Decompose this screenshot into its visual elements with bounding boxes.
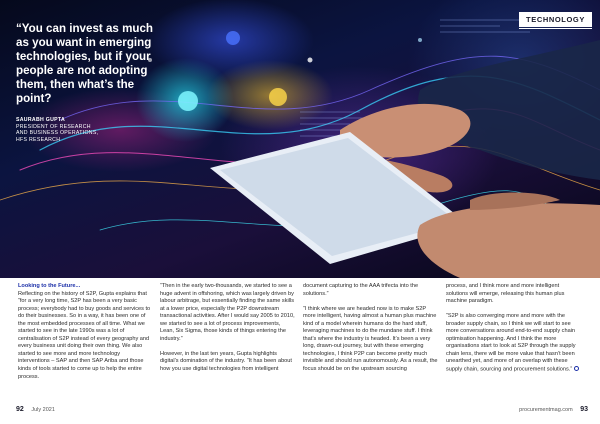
- section-tag-rule: [519, 28, 592, 29]
- page-number-right: 93: [580, 406, 588, 413]
- article-paragraph: However, in the last ten years, Gupta highlights digital’s domination of the industry. “It has been about how you use digital technologies from intelligent: [160, 350, 292, 372]
- footer-right: [510, 405, 588, 415]
- end-mark-icon: [574, 366, 579, 371]
- page-number-left: 92: [16, 406, 24, 413]
- attribution-role-line: PRESIDENT OF RESEARCH: [16, 124, 91, 130]
- article-paragraph-text: “S2P is also converging more and more with the broader supply chain, so I think we will start to see more conversations around end-to-end supply chain optimisation happening. And I think the more organisations start to look at S2P through the supply chain lens, there will be more value that hasn’t been unearthed yet, and more of an overlap with these supply chain, sourcing and procurement solutions.”: [446, 313, 576, 373]
- attribution-name: SAURABH GUPTA: [16, 117, 66, 123]
- article-column-4: [446, 283, 581, 401]
- article-paragraph: “Then in the early two-thousands, we started to see a huge advent in offshoring, which was largely driven by labour arbitrage, but essentially finding the same skills at a lower price, especially the P2P downstream transactional activities. After I would say 2005 to 2010, we started to see a lot of process improvements, Lean, Six Sigma, those kinds of things entering the industry.”: [160, 283, 295, 342]
- article-column-2: [160, 283, 295, 401]
- footer-left: [16, 405, 55, 415]
- section-heading: Looking to the Future...: [18, 283, 81, 289]
- section-tag: TECHNOLOGY: [519, 12, 592, 27]
- article-paragraph: document capturing to the AAA trifecta into the solutions.”: [303, 283, 419, 297]
- article-paragraph: Reflecting on the history of S2P, Gupta explains that “for a very long time, S2P has been a very basic process; everybody had to buy goods and services to do their businesses. So in a way, it has been one of the most embedded processes of all time. What we started to see in the late 1990s was a lot of centralisation of S2P instead of every geography and every business unit doing their own thing. We also started to see more and more technology interventions – SAP and then SAP Ariba and those kinds of tools started to come up to help the entire process.: [18, 290, 151, 380]
- article-column-3: [303, 283, 438, 401]
- pull-quote: “You can invest as much as you want in emerging technologies, but if your people are not adopting them, then what’s the point?: [16, 22, 154, 105]
- attribution-role: [16, 124, 136, 143]
- article-paragraph: process, and I think more and more intelligent solutions will emerge, releasing this human plus machine paradigm.: [446, 283, 565, 305]
- attribution-role-line: HFS RESEARCH: [16, 136, 61, 143]
- article-paragraph-last: [446, 313, 581, 374]
- site-url[interactable]: procurementmag.com: [519, 407, 573, 413]
- article-column-1: [18, 283, 153, 401]
- attribution-role-line: AND BUSINESS OPERATIONS,: [16, 130, 99, 137]
- issue-date: July 2021: [31, 407, 55, 413]
- article-paragraph: “I think where we are headed now is to make S2P more intelligent, having almost a human plus machine kind of a model wherein humans do the hard stuff, leveraging machines to do the mundane stuff. I think that’s where the industry is headed. It’s been a very long, drawn-out journey, but with these emerging technologies, I think P2P can become pretty much invisible and should run autonomously. As a result, the focus should be on the upstream sourcing: [303, 305, 438, 372]
